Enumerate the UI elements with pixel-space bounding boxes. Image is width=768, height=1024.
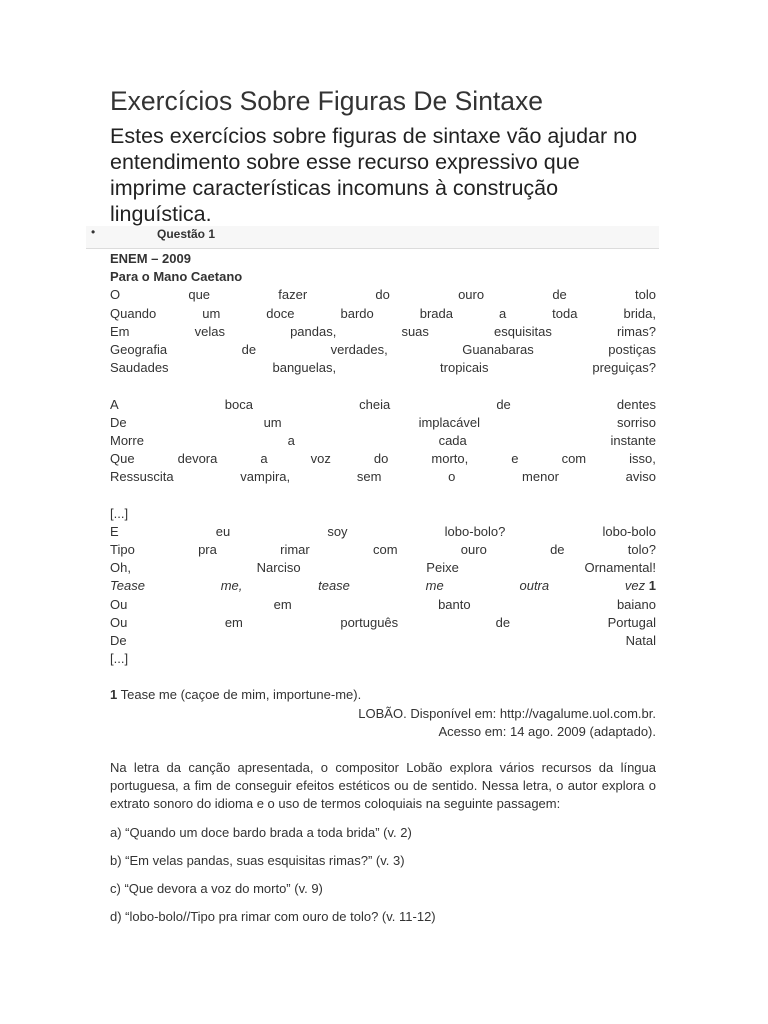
poem-word: de [495, 614, 511, 630]
poem-word: cheia [359, 396, 391, 412]
poem-word: Ornamental! [584, 560, 656, 576]
poem-word: tolo [635, 287, 656, 303]
poem-word: que [188, 287, 211, 303]
poem-word: vez [624, 578, 646, 594]
poem-word: instante [610, 432, 656, 448]
poem-word: de [496, 396, 511, 412]
poem-word: ouro [458, 287, 485, 303]
poem-word: isso, [629, 451, 656, 467]
poem-word: brada [419, 305, 453, 321]
poem-word: menor [522, 469, 559, 485]
poem-word: vampira, [240, 469, 291, 485]
poem-word: rimar [280, 542, 310, 557]
poem-word: me [425, 578, 444, 594]
poem-word: boca [224, 396, 253, 412]
poem-word: com [561, 451, 587, 467]
poem-line [110, 596, 656, 614]
poem-word: Portugal [607, 614, 656, 630]
poem-word: Saudades [110, 360, 169, 376]
poem-word: Peixe [426, 560, 459, 576]
poem-word: de [241, 341, 257, 357]
poem-word: aviso [625, 469, 656, 485]
poem-word: Narciso [256, 560, 301, 576]
poem-word: verdades, [330, 341, 388, 357]
poem-word: devora [177, 451, 218, 467]
poem-line [110, 614, 656, 632]
poem-word: tolo? [627, 542, 656, 557]
poem-stanza-3b [110, 596, 656, 651]
poem-line [110, 559, 656, 577]
poem-word: bardo [340, 305, 374, 321]
poem-word: banguelas, [272, 360, 337, 376]
poem-word: em [273, 596, 292, 612]
poem-word: um [202, 305, 221, 321]
poem-word: Ressuscita [110, 469, 174, 485]
question-source: ENEM – 2009 [110, 251, 191, 266]
poem-line [110, 323, 656, 341]
footnote: 1 Tease me (caçoe de mim, importune-me). [110, 687, 362, 703]
poem-word: de [552, 287, 567, 303]
poem-word: em [224, 614, 243, 630]
poem-word: tease [318, 578, 350, 594]
poem-word: português [340, 614, 399, 630]
footnote-mark: 1 [645, 578, 656, 594]
answer-options [110, 824, 656, 927]
poem-word: Ou [110, 614, 128, 630]
poem-ellipsis: [...] [110, 505, 129, 521]
poem-line [110, 468, 656, 486]
poem-word: pandas, [290, 323, 337, 339]
poem-word: preguiças? [592, 360, 656, 376]
answer-option: d) “lobo-bolo//Tipo pra rimar com ouro de tolo? (v. 11-12) [110, 909, 436, 925]
poem-line [110, 305, 656, 323]
poem-stanza-1 [110, 286, 656, 377]
poem-word: tropicais [440, 360, 489, 376]
poem-word: voz [310, 451, 331, 467]
poem-word: me, [220, 578, 243, 594]
poem-line [110, 523, 656, 541]
poem-word: De [110, 414, 127, 430]
poem-word: lobo-bolo? [444, 523, 506, 539]
answer-option: c) “Que devora a voz do morto” (v. 9) [110, 880, 323, 896]
poem-line [110, 541, 656, 559]
poem-word: sorriso [616, 414, 656, 430]
poem-word: e [511, 451, 519, 467]
poem-line [110, 341, 656, 359]
poem-line [110, 359, 656, 377]
question-label: Questão 1 [157, 227, 216, 241]
poem-word: velas [194, 323, 225, 339]
poem-word: do [375, 287, 390, 303]
poem-word: outra [519, 578, 550, 594]
poem-word: implacável [418, 414, 481, 430]
poem-word: do [373, 451, 389, 467]
poem-word: suas [401, 323, 429, 339]
poem-word: Tease [110, 578, 145, 594]
bullet-icon: • [91, 225, 96, 239]
poem-line [110, 432, 656, 450]
answer-option: b) “Em velas pandas, suas esquisitas rimas?” (v. 3) [110, 852, 405, 868]
poem-word: baiano [616, 596, 656, 612]
poem-word: O [110, 287, 121, 303]
poem-line [110, 414, 656, 432]
poem-word: rimas? [616, 323, 656, 339]
poem-line [110, 632, 656, 650]
question-body [110, 250, 656, 926]
page-title: Exercícios Sobre Figuras De Sintaxe [110, 86, 544, 116]
poem-word: a [498, 305, 507, 321]
poem-word: morto, [431, 451, 469, 467]
poem-word: a [287, 432, 295, 448]
poem-line [110, 286, 656, 304]
poem-word: com [372, 542, 398, 557]
poem-word: De [110, 632, 127, 648]
poem-line [110, 396, 656, 414]
poem-word: de [550, 542, 565, 557]
answer-option: a) “Quando um doce bardo brada a toda brida” (v. 2) [110, 824, 412, 840]
poem-word: pra [198, 542, 217, 557]
poem-word: eu [215, 523, 231, 539]
poem-word: Quando [110, 305, 157, 321]
poem-word: Morre [110, 432, 144, 448]
poem-word: Em [110, 323, 130, 339]
poem-word: doce [266, 305, 295, 321]
poem-word: o [448, 469, 456, 485]
poem-stanza-3 [110, 523, 656, 578]
poem-word: Natal [625, 632, 656, 648]
poem-word: postiças [608, 341, 656, 357]
poem-word: sem [356, 469, 382, 485]
poem-italic-line [110, 577, 656, 595]
poem-word: Geografia [110, 341, 168, 357]
poem-word: ouro [460, 542, 487, 557]
poem-word: soy [327, 523, 348, 539]
poem-word: A [110, 396, 119, 412]
poem-word: dentes [616, 396, 656, 412]
question-statement: Na letra da canção apresentada, o compositor Lobão explora vários recursos da língua portuguesa, a fim de conseguir efeitos estéticos ou de sentido. Nessa letra, o autor explora o extrato sonoro do idioma e o uso de termos coloquiais na seguinte passagem: [110, 759, 656, 812]
poem-word: banto [438, 596, 471, 612]
credit-line-2: Acesso em: 14 ago. 2009 (adaptado). [438, 723, 656, 739]
poem-word: Oh, [110, 560, 131, 576]
poem-word: Tipo [110, 542, 135, 557]
poem-word: Que [110, 451, 135, 467]
poem-word: Ou [110, 596, 128, 612]
poem-word: lobo-bolo [602, 523, 656, 539]
poem-ellipsis-end: [...] [110, 651, 129, 667]
poem-stanza-2 [110, 396, 656, 487]
poem-word: toda [552, 305, 578, 321]
poem-word: fazer [278, 287, 308, 303]
poem-title: Para o Mano Caetano [110, 269, 243, 285]
poem-word: cada [438, 432, 467, 448]
poem-word: um [263, 414, 282, 430]
poem-word: esquisitas [494, 323, 552, 339]
credit-line-1: LOBÃO. Disponível em: http://vagalume.uol.com.br. [358, 705, 656, 721]
intro-paragraph: Estes exercícios sobre figuras de sintaxe vão ajudar no entendimento sobre esse recurso expressivo que imprime características incomuns à construção linguística. [110, 124, 638, 226]
poem-word: E [110, 523, 119, 539]
poem-word: brida, [623, 305, 656, 321]
poem-word: Guanabaras [462, 341, 534, 357]
poem-word: a [260, 451, 268, 467]
poem-line [110, 450, 656, 468]
